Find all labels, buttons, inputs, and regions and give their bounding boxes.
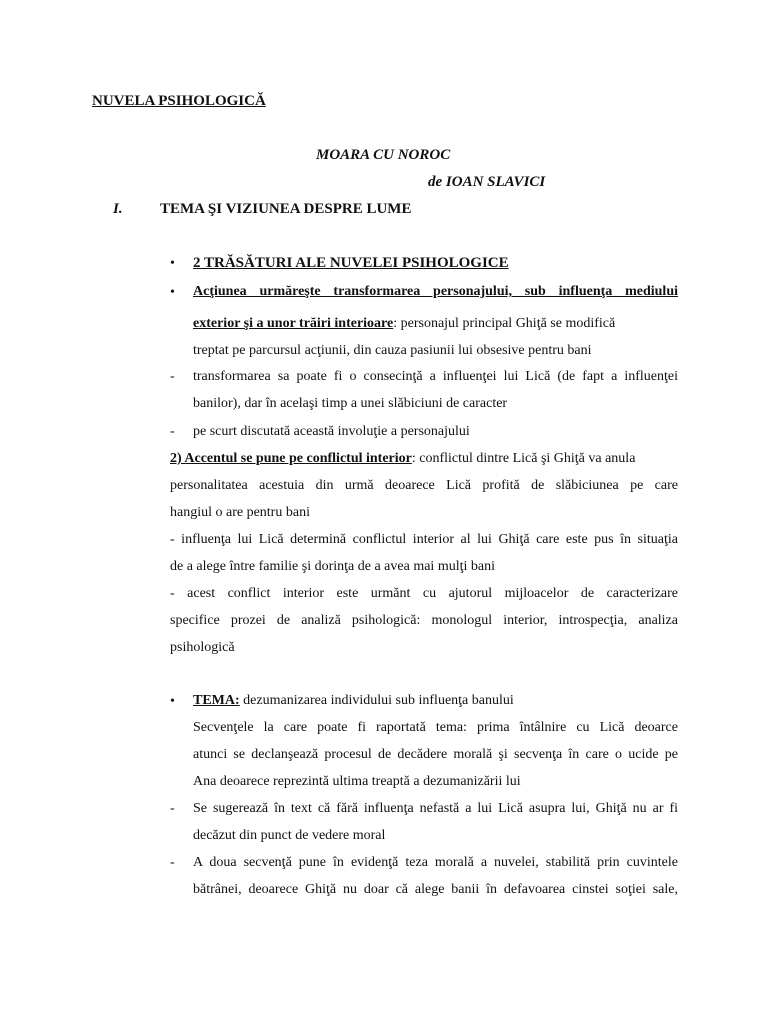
bullet-icon: • — [170, 256, 175, 271]
tema-dash-2: A doua secvenţă pune în evidenţă teza morală a nuvelei, stabilită prin cuvintele — [193, 855, 678, 870]
dash-marker: - — [170, 369, 175, 384]
feature-2-dash-2-cont: specifice prozei de analiză psihologică: monologul interior, introspecţia, analiza — [170, 613, 678, 628]
feature-2-dash-2-end: psihologică — [170, 640, 235, 655]
dash-marker: - — [170, 424, 175, 439]
dash-marker: - — [170, 855, 175, 870]
feature-1-dash-1: transformarea sa poate fi o consecinţă a influenţei lui Lică (de fapt a influenţei — [193, 369, 678, 384]
feature-2-dash-1: - influenţa lui Lică determină conflictul interior al lui Ghiţă care este pus în situaţia — [170, 532, 678, 547]
tema-line1 — [193, 693, 514, 709]
tema-dash-2-cont: bătrânei, deoarece Ghiţă nu doar că alege banii în defavoarea cinstei soţiei sale, — [193, 882, 678, 897]
tema-text: dezumanizarea individului sub influenţa banului — [239, 693, 514, 708]
feature-1-heading: Acţiunea urmăreşte transformarea personajului, sub influenţa mediului — [193, 284, 678, 299]
feature-1-line3: treptat pe parcursul acţiunii, din cauza pasiunii lui obsesive pentru bani — [193, 343, 592, 358]
feature-2-line1 — [170, 451, 635, 467]
feature-2-dash-2: - acest conflict interior este urmănt cu ajutorul mijloacelor de caracterizare — [170, 586, 678, 601]
dash-marker: - — [170, 801, 175, 816]
tema-label: TEMA: — [193, 693, 240, 708]
feature-1-heading-cont: exterior şi a unor trăiri interioare — [193, 316, 394, 331]
section-title: TEMA ŞI VIZIUNEA DESPRE LUME — [160, 201, 412, 217]
feature-2-line2: personalitatea acestuia din urmă deoarece Lică profită de slăbiciunea pe care — [170, 478, 678, 493]
feature-1-line2 — [193, 316, 615, 332]
feature-2-dash-1-cont: de a alege între familie şi dorinţa de a avea mai mulţi bani — [170, 559, 495, 574]
bullet-icon: • — [170, 694, 175, 709]
feature-1-dash-1-cont: banilor), dar în acelaşi timp a unei slăbiciuni de caracter — [193, 396, 508, 411]
author-line: de IOAN SLAVICI — [428, 174, 546, 190]
tema-dash-1-cont: decăzut din punct de vedere moral — [193, 828, 386, 843]
tema-line3: atunci se declanşează procesul de decădere morală şi secvenţa în care o ucide pe — [193, 747, 678, 762]
features-heading: 2 TRĂSĂTURI ALE NUVELEI PSIHOLOGICE — [193, 255, 509, 271]
bullet-icon: • — [170, 285, 175, 300]
feature-1-dash-2: pe scurt discutată această involuţie a personajului — [193, 424, 470, 439]
work-title: MOARA CU NOROC — [316, 147, 451, 163]
feature-2-text: : conflictul dintre Lică şi Ghiţă va anula — [411, 451, 636, 466]
tema-line2: Secvenţele la care poate fi raportată tema: prima întâlnire cu Lică deoarce — [193, 720, 678, 735]
tema-line4: Ana deoarece reprezintă ultima treaptă a dezumanizării lui — [193, 774, 521, 789]
tema-dash-1: Se sugerează în text că fără influenţa nefastă a lui Lică asupra lui, Ghiţă nu ar fi — [193, 801, 678, 816]
document-title: NUVELA PSIHOLOGICĂ — [92, 93, 266, 109]
feature-1-text: : personajul principal Ghiţă se modifică — [393, 316, 616, 331]
feature-2-line3: hangiul o are pentru bani — [170, 505, 310, 520]
section-number: I. — [113, 201, 123, 217]
feature-2-heading: 2) Accentul se pune pe conflictul interior — [170, 451, 412, 466]
